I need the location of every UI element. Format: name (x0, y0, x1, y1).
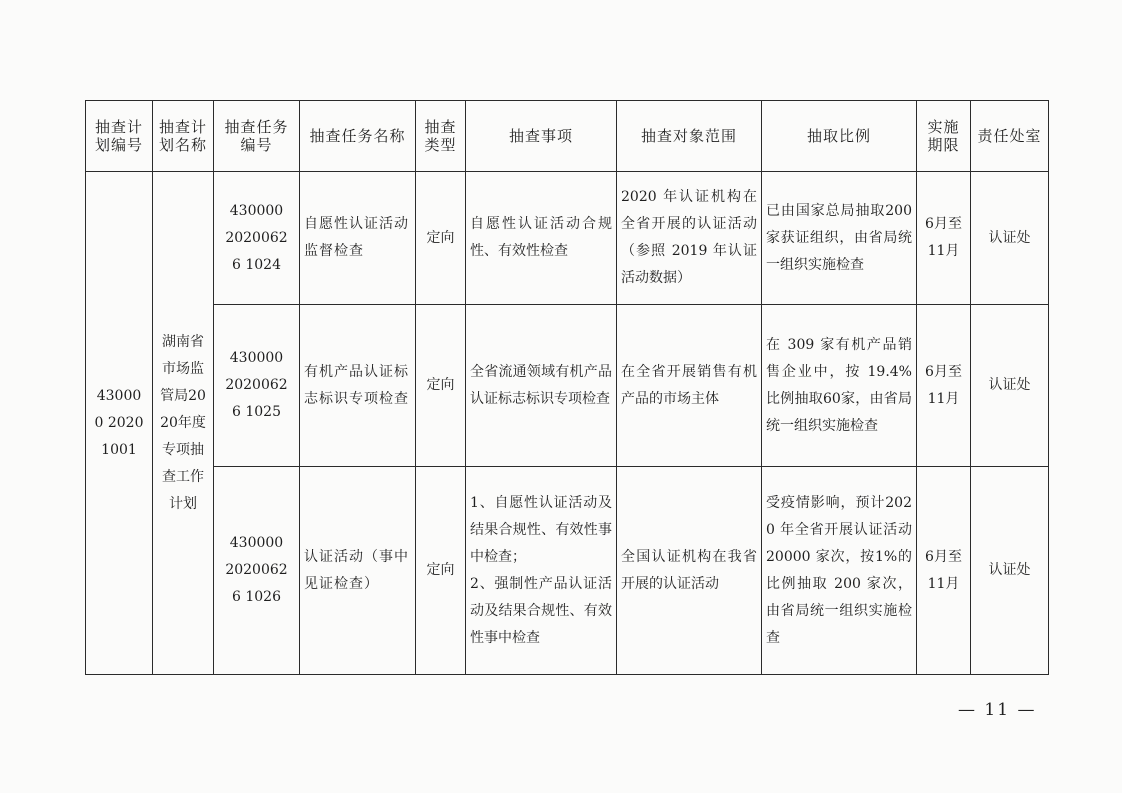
task-number-cell: 430000 20200626 1026 (214, 467, 300, 675)
department-cell: 认证处 (971, 467, 1049, 675)
ratio-cell: 在 309 家有机产品销售企业中，按 19.4%比例抽取60家，由省局统一组织实施检查 (762, 305, 917, 467)
table-row (86, 172, 1049, 305)
check-item-cell: 自愿性认证活动合规性、有效性检查 (466, 172, 617, 305)
ratio-cell: 已由国家总局抽取200家获证组织，由省局统一组织实施检查 (762, 172, 917, 305)
period-cell: 6月至11月 (917, 305, 971, 467)
table-header-row (86, 101, 1049, 172)
task-number-cell: 430000 20200626 1025 (214, 305, 300, 467)
table-row (86, 467, 1049, 675)
department-cell: 认证处 (971, 305, 1049, 467)
task-name-cell: 有机产品认证标志标识专项检查 (300, 305, 416, 467)
spot-check-plan-table (85, 100, 1049, 675)
header-ratio: 抽取比例 (762, 101, 917, 172)
plan-number-cell: 430000 2020 1001 (86, 172, 153, 675)
header-department: 责任处室 (971, 101, 1049, 172)
check-type-cell: 定向 (416, 467, 466, 675)
plan-name-cell: 湖南省市场监管局2020年度专项抽查工作计划 (153, 172, 214, 675)
table-row (86, 305, 1049, 467)
check-item-line-1: 1、自愿性认证活动及结果合规性、有效性事中检查； (470, 494, 612, 565)
header-plan-no: 抽查计划编号 (86, 101, 153, 172)
ratio-cell: 受疫情影响，预计2020 年全省开展认证活动 20000 家次，按1%的比例抽取 200 家次，由省局统一组织实施检查 (762, 467, 917, 675)
task-name-cell: 认证活动（事中见证检查） (300, 467, 416, 675)
header-period: 实施期限 (917, 101, 971, 172)
header-plan-name: 抽查计划名称 (153, 101, 214, 172)
header-task-name: 抽查任务名称 (300, 101, 416, 172)
header-check-item: 抽查事项 (466, 101, 617, 172)
department-cell: 认证处 (971, 172, 1049, 305)
check-item-line-2: 2、强制性产品认证活动及结果合规性、有效性事中检查 (470, 575, 612, 646)
header-task-no: 抽查任务编号 (214, 101, 300, 172)
scope-cell: 2020 年认证机构在全省开展的认证活动（参照 2019 年认证活动数据） (617, 172, 762, 305)
task-number-cell: 430000 20200626 1024 (214, 172, 300, 305)
task-name-cell: 自愿性认证活动监督检查 (300, 172, 416, 305)
header-check-type: 抽查类型 (416, 101, 466, 172)
period-cell: 6月至11月 (917, 467, 971, 675)
scope-cell: 在全省开展销售有机产品的市场主体 (617, 305, 762, 467)
period-cell: 6月至11月 (917, 172, 971, 305)
check-item-cell (466, 467, 617, 675)
check-type-cell: 定向 (416, 172, 466, 305)
header-scope: 抽查对象范围 (617, 101, 762, 172)
check-item-cell: 全省流通领域有机产品认证标志标识专项检查 (466, 305, 617, 467)
check-type-cell: 定向 (416, 305, 466, 467)
scope-cell: 全国认证机构在我省开展的认证活动 (617, 467, 762, 675)
page-number: — 11 — (958, 700, 1037, 720)
